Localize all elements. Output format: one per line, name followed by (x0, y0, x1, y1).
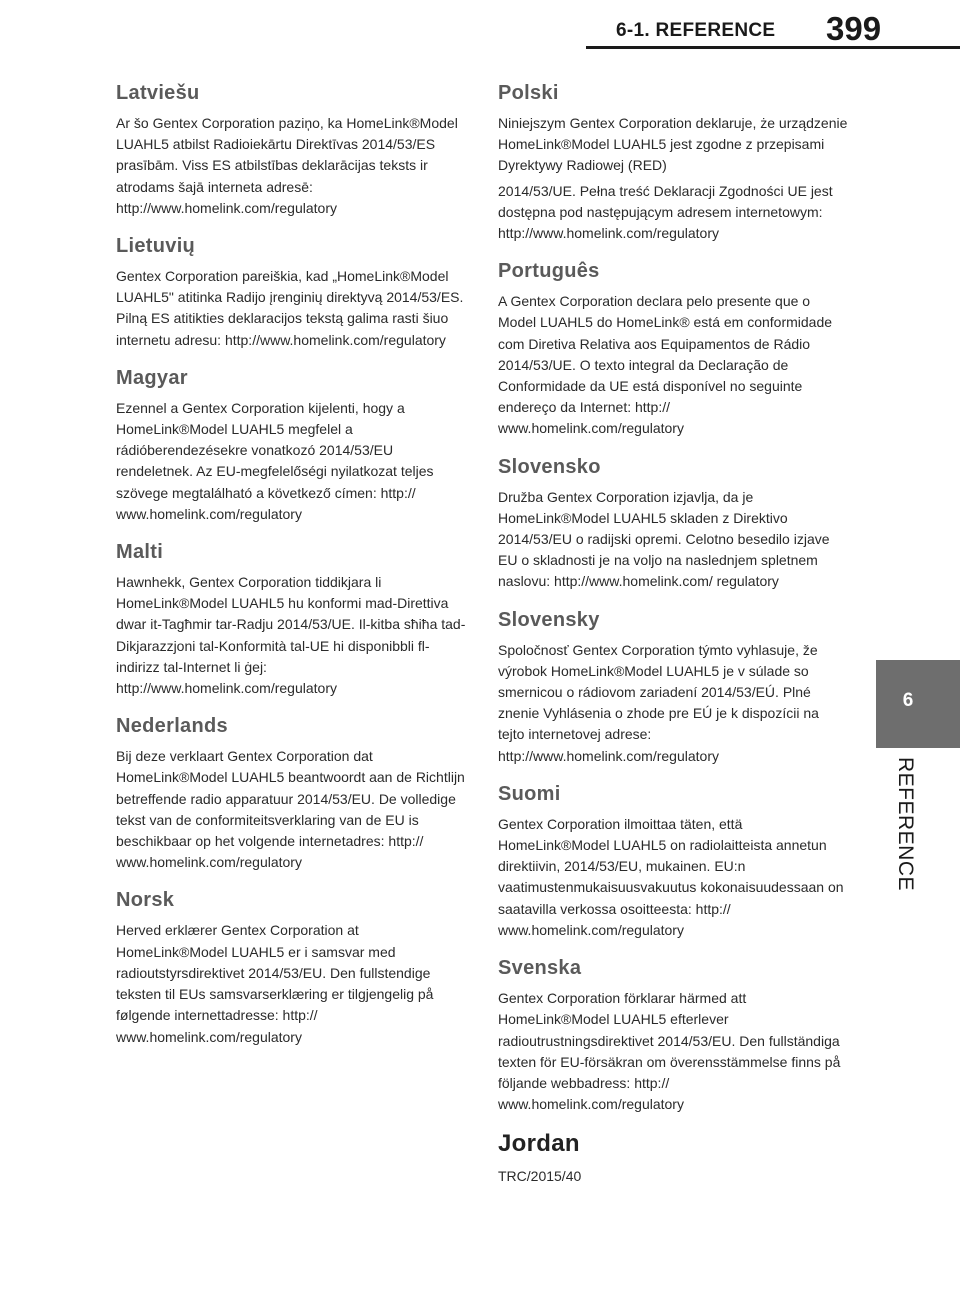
section-suomi (498, 781, 848, 941)
section-portugues (498, 258, 848, 439)
section-paragraph: Gentex Corporation förklarar härmed att HomeLink®Model LUAHL5 efterlever radioutrustningsdirektivet 2014/53/EU. Den fullständiga texten för EU-försäkran om överensstämmelse finns på följande webbadress: http:// www.homelink.com/regulatory (498, 990, 841, 1113)
section-paragraph: Gentex Corporation ilmoittaa täten, että HomeLink®Model LUAHL5 on radiolaitteista annetun direktiivin, 2014/53/EU, mukainen. EU:n vaatimustenmukaisuusvakuutus kokonaisuudessaan on saatavilla verkossa osoitteesta: http:// www.homelink.com/regulatory (498, 815, 844, 938)
section-paragraph: Družba Gentex Corporation izjavlja, da je HomeLink®Model LUAHL5 skladen z Direktivo 2014/53/EU o radijski opremi. Celotno besedilo izjave EU o skladnosti je na voljo na naslednjem spletnem naslovu: http://www.homelink.com/ regulatory (498, 488, 830, 590)
section-lietuviu (116, 233, 466, 351)
section-slovensky (498, 607, 848, 767)
section-heading: Norsk (116, 889, 175, 912)
section-heading: Malti (116, 541, 164, 564)
section-paragraph: Spoločnosť Gentex Corporation týmto vyhlasuje, že výrobok HomeLink®Model LUAHL5 je v súlade so smernicou o rádiovom zariadení 2014/53/EÚ. Plné znenie Vyhlásenia o zhode pre EÚ je k dispozícii na tejto internetovej adrese: http://www.homelink.com/regulatory (498, 641, 819, 764)
page-header (0, 0, 960, 78)
chapter-label: REFERENCE (894, 757, 917, 892)
section-nederlands (116, 713, 466, 873)
section-heading: Slovensky (498, 608, 600, 631)
section-malti (116, 539, 466, 699)
section-paragraph: Gentex Corporation pareiškia, kad „HomeLink®Model LUAHL5" atitinka Radijo įrenginių direktyvą 2014/53/ES. Pilną ES atitikties deklaracijos tekstą galima rasti šiuo internetu adresu: http://www.homelink.com/regulatory (116, 268, 464, 348)
section-svenska (498, 955, 848, 1115)
section-slovensko (498, 454, 848, 593)
section-heading: Nederlands (116, 715, 228, 738)
section-paragraph: Herved erklærer Gentex Corporation at HomeLink®Model LUAHL5 er i samsvar med radioutstyrsdirektivet 2014/53/EU. Den fullstendige teksten til EUs samsvarserklæring er tilgjengelig på følgende internettadresse: http:// www.homelink.com/regulatory (116, 922, 434, 1045)
section-paragraph: TRC/2015/40 (498, 1168, 582, 1185)
section-paragraph: Bij deze verklaart Gentex Corporation dat HomeLink®Model LUAHL5 beantwoordt aan de Richtlijn betreffende radio apparatuur 2014/53/EU. De volledige tekst van de conformiteitsverklaring van de EU is beschikbaar op het volgende internetadres: http:// www.homelink.com/regulatory (116, 748, 465, 871)
section-heading: Lietuvių (116, 235, 196, 258)
section-paragraph: Hawnhekk, Gentex Corporation tiddikjara li HomeLink®Model LUAHL5 hu konformi mad-Direttiva dwar it-Tagħmir tar-Radju 2014/53/UE. Il-kitba sħiħa tad-Dikjarazzjoni tal-Konformità tal-UE hi disponibbli fl-indirizz tal-Internet li ġej: http://www.homelink.com/regulatory (116, 574, 466, 697)
section-heading: Latviešu (116, 82, 200, 104)
right-column (498, 80, 848, 1202)
section-heading: Jordan (498, 1130, 580, 1158)
section-paragraph: Niniejszym Gentex Corporation deklaruje, że urządzenie HomeLink®Model LUAHL5 jest zgodne z przepisami Dyrektywy Radiowej (RED) (498, 115, 848, 174)
section-polski (498, 80, 848, 244)
section-magyar (116, 365, 466, 525)
left-column (116, 80, 466, 1062)
section-latviesu (116, 80, 466, 219)
section-norsk (116, 887, 466, 1047)
section-jordan (498, 1129, 848, 1187)
section-heading: Polski (498, 82, 559, 104)
section-paragraph: Ar šo Gentex Corporation paziņo, ka HomeLink®Model LUAHL5 atbilst Radioiekārtu Direktīvas 2014/53/ES prasībām. Viss ES atbilstības deklarācijas teksts ir atrodams šajā interneta adresē: http://www.homelink.com/regulatory (116, 115, 458, 216)
section-heading: Português (498, 260, 600, 283)
section-paragraph: A Gentex Corporation declara pelo presente que o Model LUAHL5 do HomeLink® está em conformidade com Diretiva Relativa aos Equipamentos de Rádio 2014/53/UE. O texto integral da Declaração de Conformidade da UE está disponível no seguinte endereço da Internet: http:// www.homelink.com/regulatory (498, 293, 833, 437)
section-heading: Magyar (116, 366, 188, 389)
section-paragraph: 2014/53/UE. Pełna treść Deklaracji Zgodności UE jest dostępna pod następującym adresem internetowym: http://www.homelink.com/regulatory (498, 182, 833, 242)
section-heading: Suomi (498, 782, 561, 805)
header-rule (586, 46, 960, 49)
section-paragraph: Ezennel a Gentex Corporation kijelenti, hogy a HomeLink®Model LUAHL5 megfelel a rádióberendezésekre vonatkozó 2014/53/EU rendeletnek. Az EU-megfelelőségi nyilatkozat teljes szövege megtalálható a következő címen: http:// www.homelink.com/regulatory (116, 399, 434, 522)
section-heading: Slovensko (498, 455, 601, 478)
chapter-tab (876, 660, 960, 748)
section-title: 6-1. REFERENCE (616, 20, 776, 41)
page-number: 399 (826, 10, 882, 47)
section-heading: Svenska (498, 957, 582, 980)
chapter-number: 6 (902, 690, 914, 711)
